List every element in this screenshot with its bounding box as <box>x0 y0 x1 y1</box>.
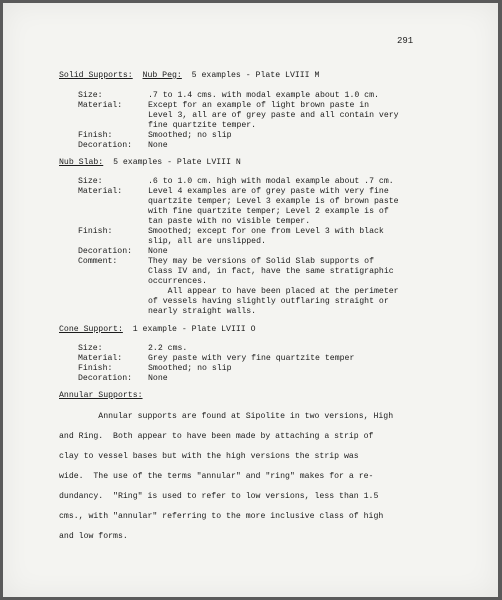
row-value: tan paste with no visible temper. <box>148 217 311 226</box>
row-value: Except for an example of light brown paste in <box>148 101 370 110</box>
nub-slab-heading-rest: 5 examples - Plate LVIII N <box>113 158 241 167</box>
row-label: Material: <box>78 187 123 196</box>
row-value: with fine quartzite temper; Level 2 example is of <box>148 207 389 216</box>
row-value: Class IV and, in fact, have the same stratigraphic <box>148 267 394 276</box>
row-value: nearly straight walls. <box>148 307 257 316</box>
row-value: Smoothed; no slip <box>148 364 232 373</box>
cone-support-label: Cone Support: <box>59 325 123 334</box>
page-number: 291 <box>397 36 414 46</box>
row-value: They may be versions of Solid Slab supports of <box>148 257 375 266</box>
row-value: None <box>148 141 168 150</box>
row-value: Smoothed; except for one from Level 3 with black <box>148 227 384 236</box>
row-value: slip, all are unslipped. <box>148 237 266 246</box>
nub-peg-heading-rest: 5 examples - Plate LVIII M <box>191 71 320 80</box>
row-value: Level 3, all are of grey paste and all contain very <box>148 111 399 120</box>
row-label: Size: <box>78 91 103 100</box>
paragraph-line: and low forms. <box>59 532 128 541</box>
row-value: fine quartzite temper. <box>148 121 257 130</box>
paragraph-line: dundancy. "Ring" is used to refer to low versions, less than 1.5 <box>59 492 379 501</box>
row-label: Decoration: <box>78 374 133 383</box>
row-value: Smoothed; no slip <box>148 131 232 140</box>
row-value: .6 to 1.0 cm. high with modal example about .7 cm. <box>148 177 394 186</box>
paragraph-line: cms., with "annular" referring to the more inclusive class of high <box>59 512 384 521</box>
row-label: Finish: <box>78 227 113 236</box>
row-value: Grey paste with very fine quartzite temper <box>148 354 355 363</box>
nub-slab-label: Nub Slab: <box>59 158 104 167</box>
row-value: of vessels having slightly outflaring straight or <box>148 297 389 306</box>
paragraph-line: Annular supports are found at Sipolite in two versions, High <box>59 412 394 421</box>
paragraph-line: clay to vessel bases but with the high versions the strip was <box>59 452 359 461</box>
nub-peg-heading <box>59 71 319 81</box>
row-label: Finish: <box>78 364 113 373</box>
row-value: quartzite temper; Level 3 example is of brown paste <box>148 197 399 206</box>
cone-heading-rest: 1 example - Plate LVIII O <box>132 325 256 334</box>
row-label: Finish: <box>78 131 113 140</box>
row-value: .7 to 1.4 cms. with modal example about 1.0 cm. <box>148 91 379 100</box>
nub-slab-heading <box>59 158 241 168</box>
paragraph-line: and Ring. Both appear to have been made by attaching a strip of <box>59 432 374 441</box>
row-label: Material: <box>78 101 123 110</box>
document-page <box>3 3 498 597</box>
cone-support-heading <box>59 325 256 335</box>
solid-supports-label: Solid Supports: <box>59 71 133 80</box>
row-value: All appear to have been placed at the perimeter <box>148 287 399 296</box>
row-label: Size: <box>78 177 103 186</box>
annular-supports-heading <box>59 391 143 401</box>
row-label: Decoration: <box>78 247 133 256</box>
row-label: Material: <box>78 354 123 363</box>
row-value: occurrences. <box>148 277 207 286</box>
row-value: None <box>148 247 168 256</box>
annular-supports-label: Annular Supports: <box>59 391 143 400</box>
row-label: Comment: <box>78 257 118 266</box>
row-value: 2.2 cms. <box>148 344 188 353</box>
row-value: None <box>148 374 168 383</box>
row-label: Size: <box>78 344 103 353</box>
nub-peg-label: Nub Peg: <box>142 71 182 80</box>
row-label: Decoration: <box>78 141 133 150</box>
paragraph-line: wide. The use of the terms "annular" and "ring" makes for a re- <box>59 472 374 481</box>
row-value: Level 4 examples are of grey paste with very fine <box>148 187 389 196</box>
